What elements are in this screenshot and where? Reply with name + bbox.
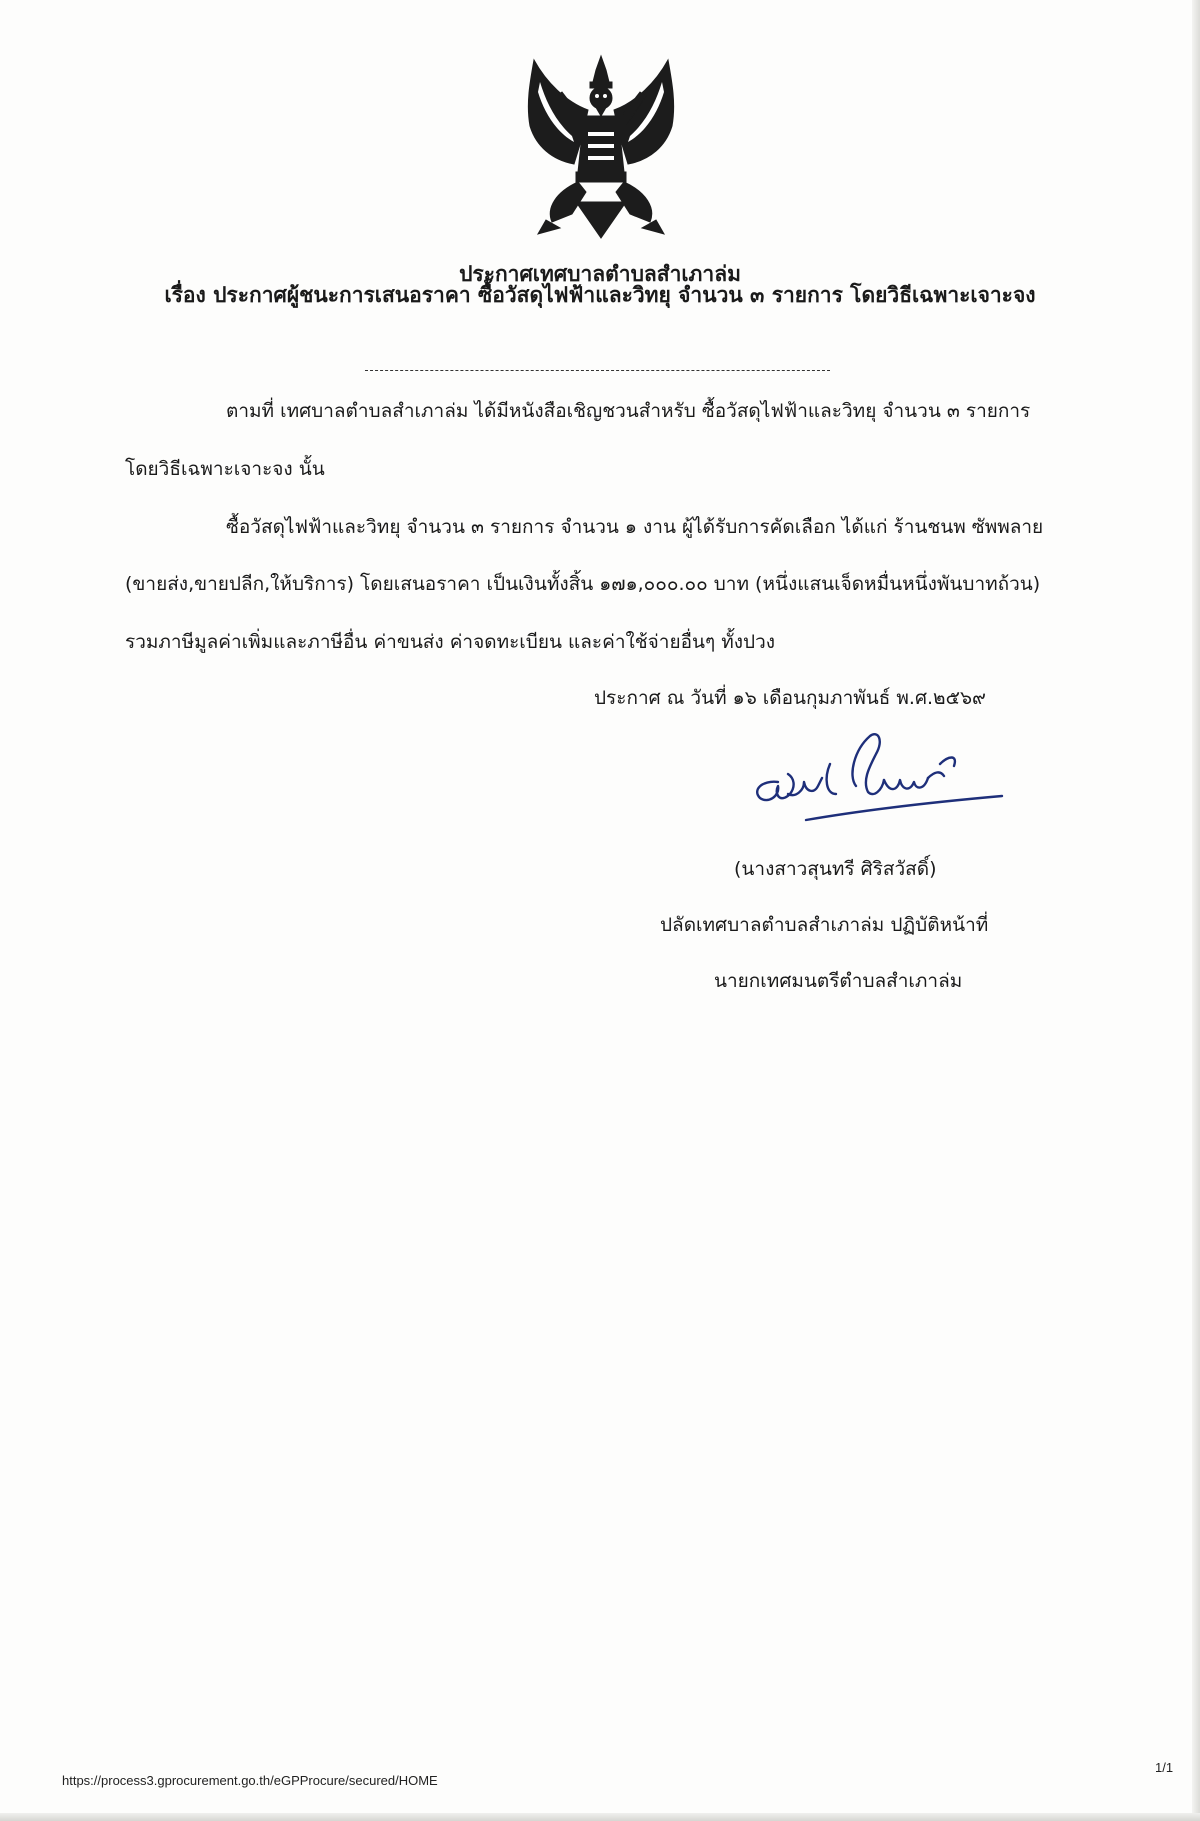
announcement-date: ประกาศ ณ วันที่ ๑๖ เดือนกุมภาพันธ์ พ.ศ.๒๕๖๙	[594, 687, 986, 709]
footer-url: https://process3.gprocurement.go.th/eGPProcure/secured/HOME	[62, 1773, 438, 1788]
body-line-2: โดยวิธีเฉพาะเจาะจง นั้น	[125, 458, 325, 480]
body-line-3: ซื้อวัสดุไฟฟ้าและวิทยุ จำนวน ๓ รายการ จำนวน ๑ งาน ผู้ได้รับการคัดเลือก ได้แก่ ร้านชนพ ซัพพลาย	[226, 516, 1044, 538]
handwritten-signature	[744, 724, 1006, 834]
page-edge-right	[1192, 0, 1200, 1821]
signatory-position-1: ปลัดเทศบาลตำบลสำเภาล่ม ปฏิบัติหน้าที่	[660, 914, 989, 936]
announcement-subject: เรื่อง ประกาศผู้ชนะการเสนอราคา ซื้อวัสดุไฟฟ้าและวิทยุ จำนวน ๓ รายการ โดยวิธีเฉพาะเจาะจง	[164, 283, 1036, 307]
page-edge-bottom	[0, 1813, 1200, 1821]
body-line-5: รวมภาษีมูลค่าเพิ่มและภาษีอื่น ค่าขนส่ง ค่าจดทะเบียน และค่าใช้จ่ายอื่นๆ ทั้งปวง	[125, 631, 776, 653]
footer-page-number: 1/1	[1155, 1760, 1174, 1775]
signatory-position-2: นายกเทศมนตรีตำบลสำเภาล่ม	[714, 970, 963, 992]
announcement-title: ประกาศเทศบาลตำบลสำเภาล่ม	[459, 262, 741, 286]
signatory-name: (นางสาวสุนทรี ศิริสวัสดิ์)	[734, 858, 937, 880]
garuda-emblem-icon	[516, 52, 686, 242]
body-line-1: ตามที่ เทศบาลตำบลสำเภาล่ม ได้มีหนังสือเชิญชวนสำหรับ ซื้อวัสดุไฟฟ้าและวิทยุ จำนวน ๓ รายการ	[226, 400, 1031, 422]
body-line-4: (ขายส่ง,ขายปลีก,ให้บริการ) โดยเสนอราคา เป็นเงินทั้งสิ้น ๑๗๑,๐๐๐.๐๐ บาท (หนึ่งแสนเจ็ดหมื่นหนึ่งพันบาทถ้วน)	[125, 573, 1041, 595]
title-divider	[365, 370, 830, 371]
